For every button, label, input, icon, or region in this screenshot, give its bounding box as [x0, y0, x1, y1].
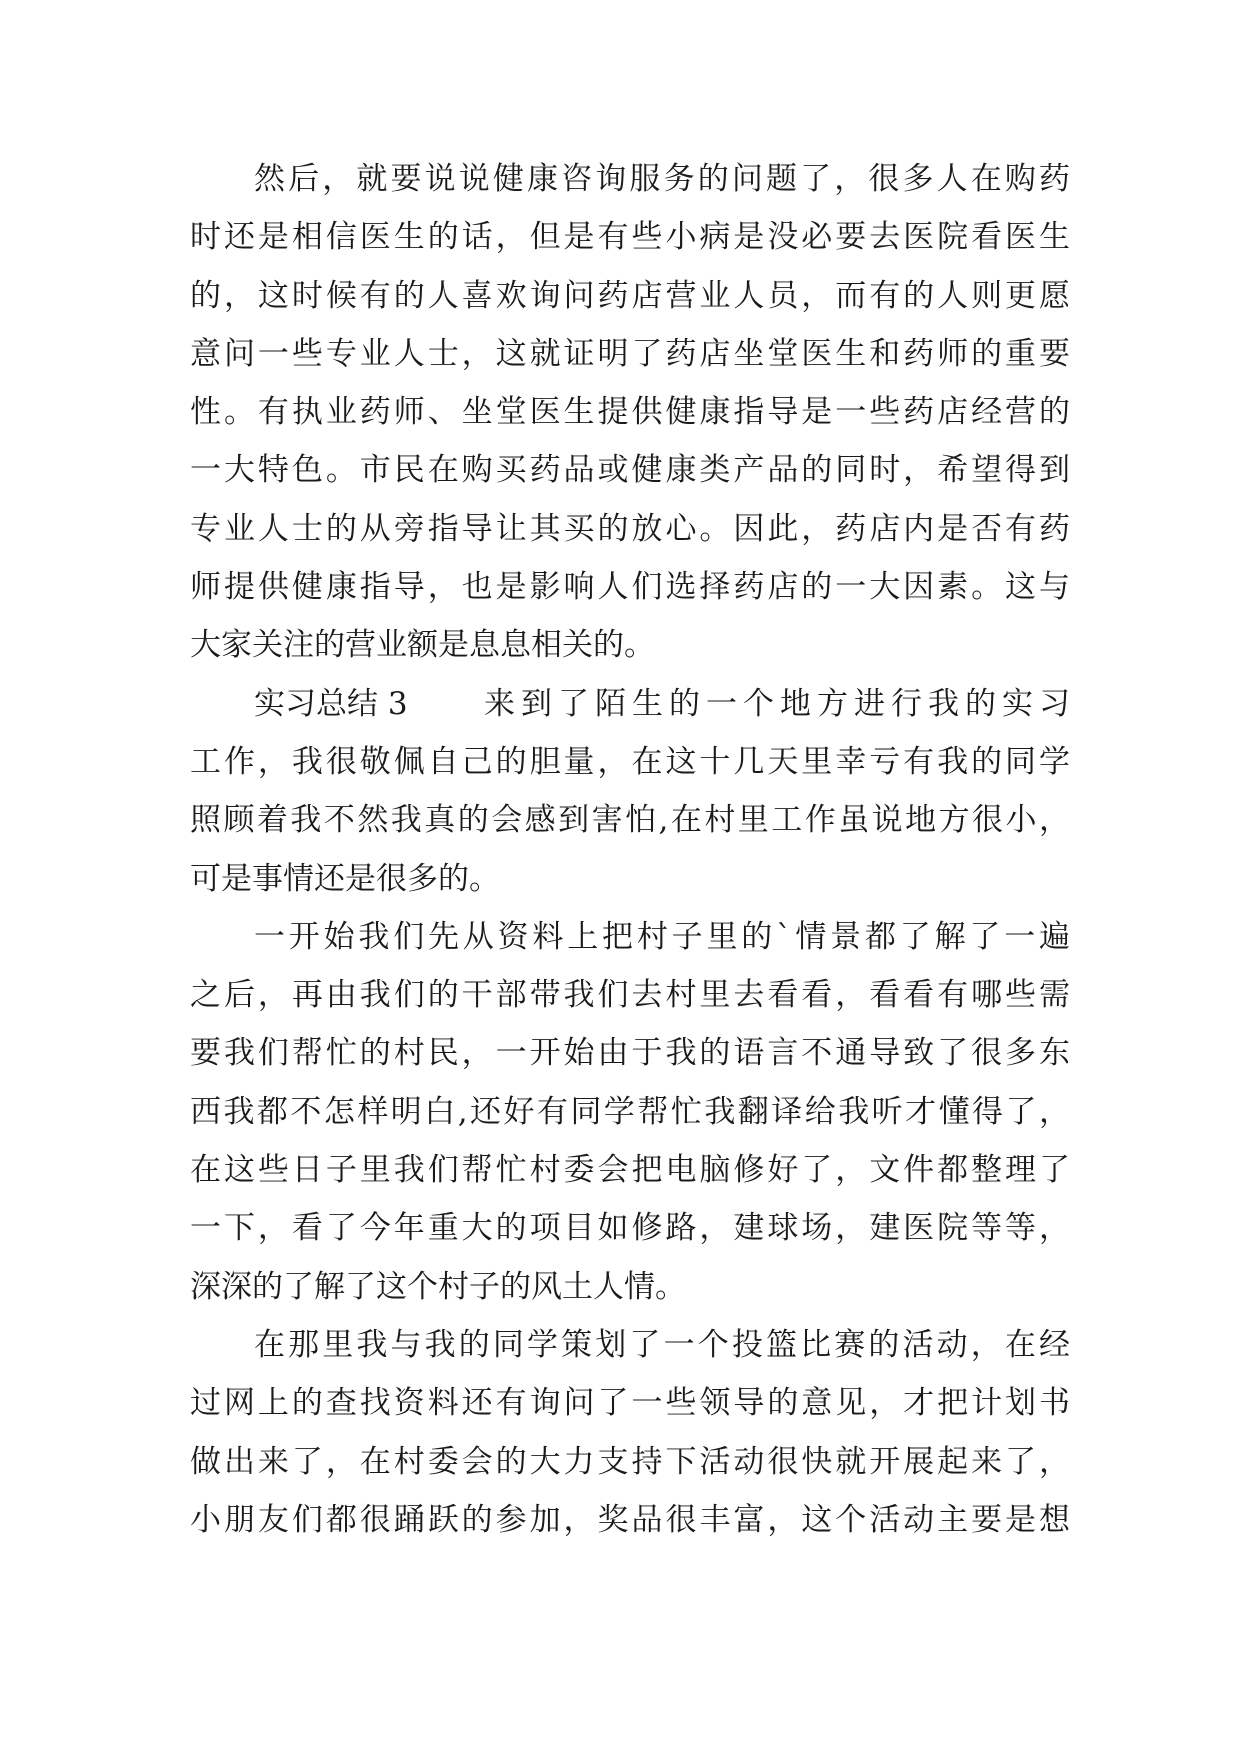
text-line: 过网上的查找资料还有询问了一些领导的意见，才把计划书	[190, 1385, 1070, 1422]
text-line: 大家关注的营业额是息息相关的。	[190, 627, 655, 664]
text-line: 照顾着我不然我真的会感到害怕,在村里工作虽说地方很小，	[190, 802, 1070, 839]
text-line: 一下，看了今年重大的项目如修路，建球场，建医院等等，	[190, 1210, 1070, 1247]
text-line: 在那里我与我的同学策划了一个投篮比赛的活动，在经	[254, 1326, 1070, 1363]
text-line: 来到了陌生的一个地方进行我的实习	[484, 685, 1070, 722]
text-line: 小朋友们都很踊跃的参加，奖品很丰富，这个活动主要是想	[190, 1501, 1070, 1538]
text-line: 西我都不怎样明白,还好有同学帮忙我翻译给我听才懂得了，	[190, 1093, 1070, 1130]
document-body	[190, 150, 1070, 1549]
text-line: 做出来了，在村委会的大力支持下活动很快就开展起来了，	[190, 1443, 1070, 1480]
text-line: 可是事情还是很多的。	[190, 860, 500, 897]
paragraph-internship-summary-3	[190, 675, 1070, 908]
paragraph-basketball-event	[190, 1316, 1070, 1549]
text-line: 深深的了解了这个村子的风土人情。	[190, 1268, 686, 1305]
text-line: 时还是相信医生的话，但是有些小病是没必要去医院看医生	[190, 219, 1070, 256]
text-line: 师提供健康指导，也是影响人们选择药店的一大因素。这与	[190, 569, 1070, 606]
text-line: 在这些日子里我们帮忙村委会把电脑修好了，文件都整理了	[190, 1152, 1070, 1189]
text-line: 性。有执业药师、坐堂医生提供健康指导是一些药店经营的	[190, 394, 1070, 431]
text-line: 工作，我很敬佩自己的胆量，在这十几天里幸亏有我的同学	[190, 743, 1070, 780]
text-line: 专业人士的从旁指导让其买的放心。因此，药店内是否有药	[190, 510, 1070, 547]
text-line: 之后，再由我们的干部带我们去村里去看看，看看有哪些需	[190, 977, 1070, 1014]
section-heading-line	[190, 675, 1070, 733]
text-line: 意问一些专业人士，这就证明了药店坐堂医生和药师的重要	[190, 335, 1070, 372]
text-line: 要我们帮忙的村民，一开始由于我的语言不通导致了很多东	[190, 1035, 1070, 1072]
section-heading: 实习总结 3	[254, 685, 408, 722]
text-line: 的，这时候有的人喜欢询问药店营业人员，而有的人则更愿	[190, 277, 1070, 314]
paragraph-village-work	[190, 908, 1070, 1316]
text-line: 一大特色。市民在购买药品或健康类产品的同时，希望得到	[190, 452, 1070, 489]
text-line: 然后，就要说说健康咨询服务的问题了，很多人在购药	[254, 161, 1070, 197]
text-line: 一开始我们先从资料上把村子里的`情景都了解了一遍	[254, 918, 1070, 955]
paragraph-health-consulting	[190, 150, 1070, 675]
